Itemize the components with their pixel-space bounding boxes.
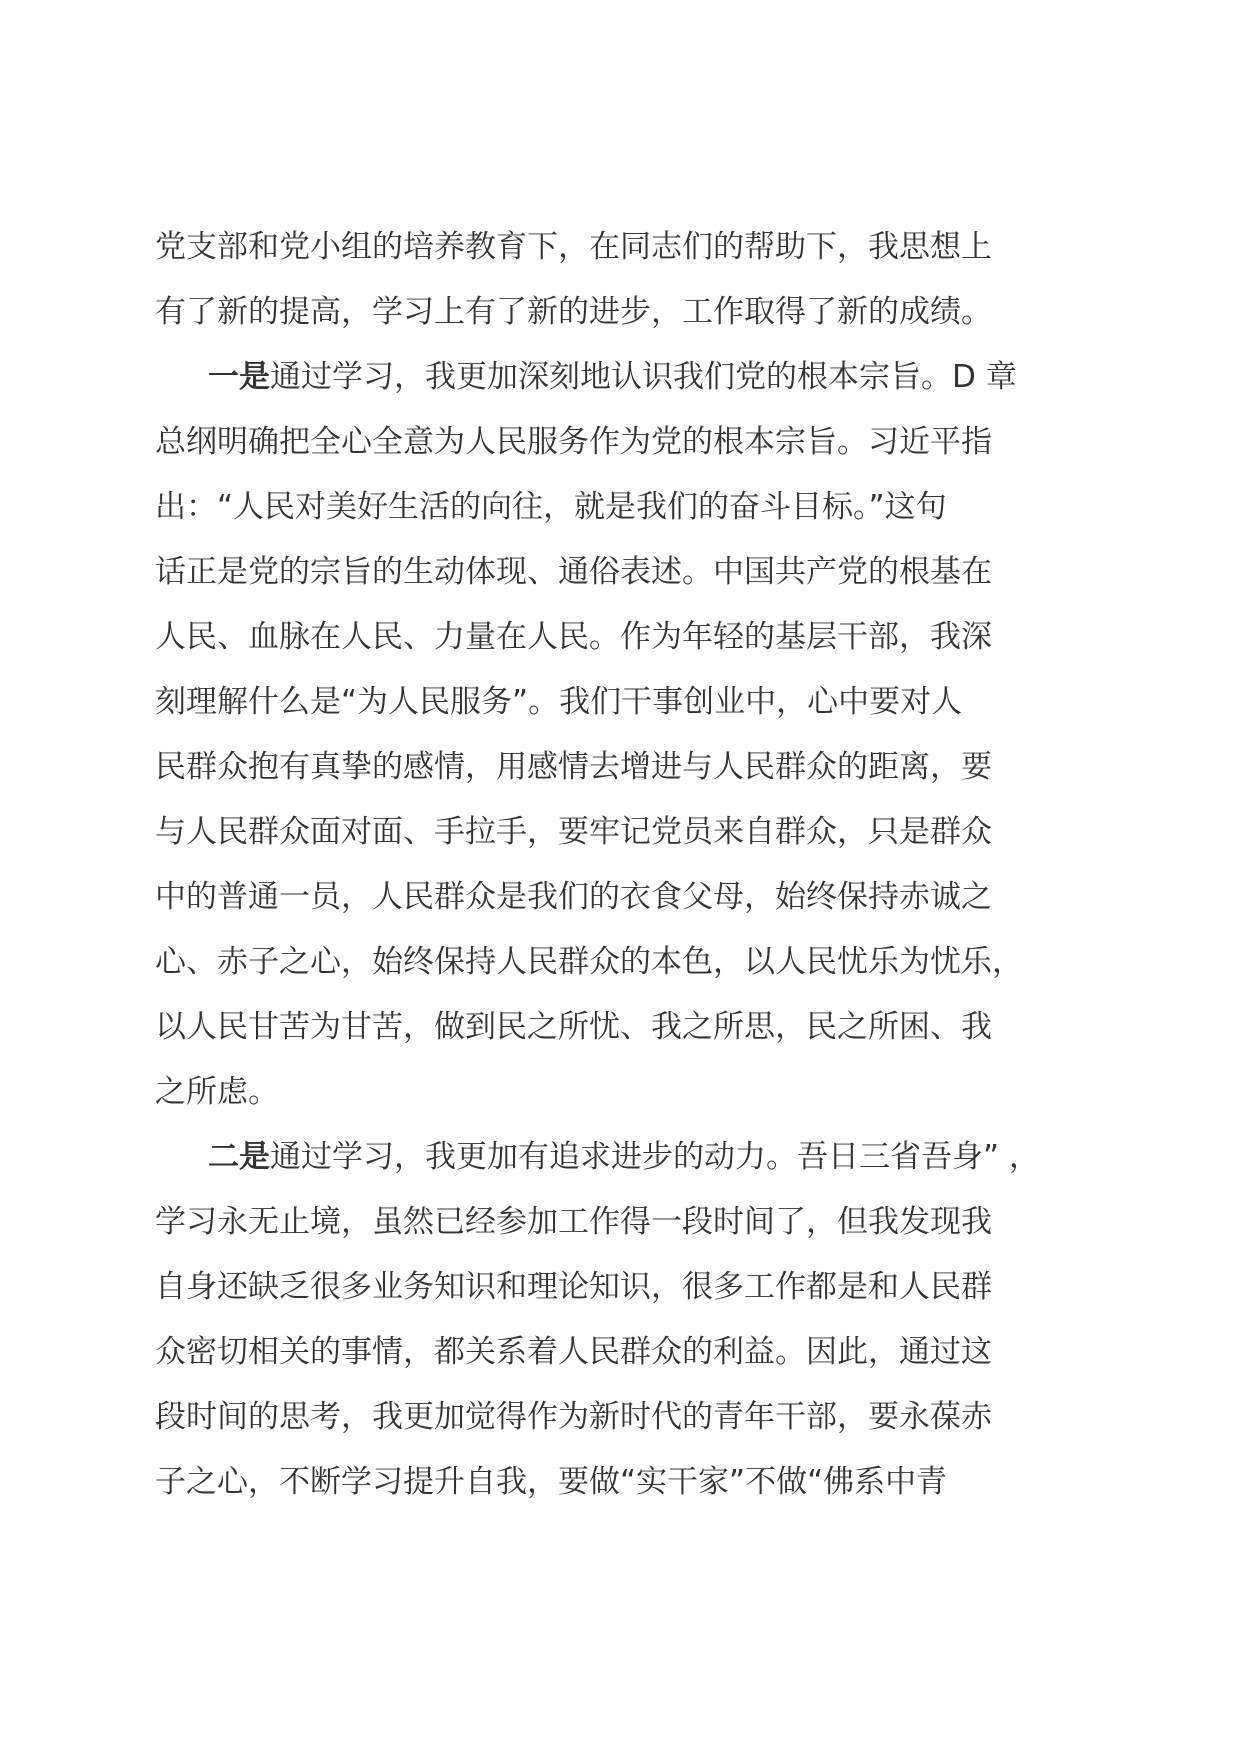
text-line: 学习永无止境，虽然已经参加工作得一段时间了，但我发现我: [155, 1204, 992, 1240]
text-line: 以人民甘苦为甘苦，做到民之所忧、我之所思，民之所困、我: [155, 1009, 992, 1045]
text-line: 子之心，不断学习提升自我，要做“实干家”不做“佛系中青: [155, 1464, 948, 1500]
text-line: 人民、血脉在人民、力量在人民。作为年轻的基层干部，我深: [155, 619, 992, 655]
paragraph-two-first-line: [155, 1125, 1090, 1190]
text-line: 之所虑。: [155, 1074, 279, 1110]
text-line: 与人民群众面对面、手拉手，要牢记党员来自群众，只是群众: [155, 814, 992, 850]
text-line: 话正是党的宗旨的生动体现、通俗表述。中国共产党的根基在: [155, 554, 992, 590]
text-line: 段时间的思考，我更加觉得作为新时代的青年干部，要永葆赤: [155, 1399, 992, 1435]
paragraph-one-first-line: [155, 345, 1090, 410]
paragraph-two-lead: 二是: [208, 1139, 270, 1175]
text-line: 有了新的提高，学习上有了新的进步，工作取得了新的成绩。: [155, 294, 992, 330]
paragraph-one-text: 通过学习，我更加深刻地认识我们党的根本宗旨。D 章: [270, 359, 1017, 395]
text-line: 自身还缺乏很多业务知识和理论知识，很多工作都是和人民群: [155, 1269, 992, 1305]
text-line: 总纲明确把全心全意为人民服务作为党的根本宗旨。习近平指: [155, 424, 992, 460]
paragraph-one-lead: 一是: [208, 359, 270, 395]
text-line: 中的普通一员，人民群众是我们的衣食父母，始终保持赤诚之: [155, 879, 992, 915]
paragraph-two-text: 通过学习，我更加有追求进步的动力。吾日三省吾身” ，: [270, 1139, 1040, 1175]
text-line: 党支部和党小组的培养教育下，在同志们的帮助下，我思想上: [155, 229, 992, 265]
text-line: 民群众抱有真挚的感情，用感情去增进与人民群众的距离，要: [155, 749, 992, 785]
body-text: [155, 215, 1090, 1515]
text-line: 心、赤子之心，始终保持人民群众的本色，以人民忧乐为忧乐，: [155, 944, 1023, 980]
text-line: 出：“人民对美好生活的向往，就是我们的奋斗目标。”这句: [155, 489, 947, 525]
text-line: 刻理解什么是“为人民服务”。我们干事创业中，心中要对人: [155, 684, 963, 720]
text-line: 众密切相关的事情，都关系着人民群众的利益。因此，通过这: [155, 1334, 992, 1370]
